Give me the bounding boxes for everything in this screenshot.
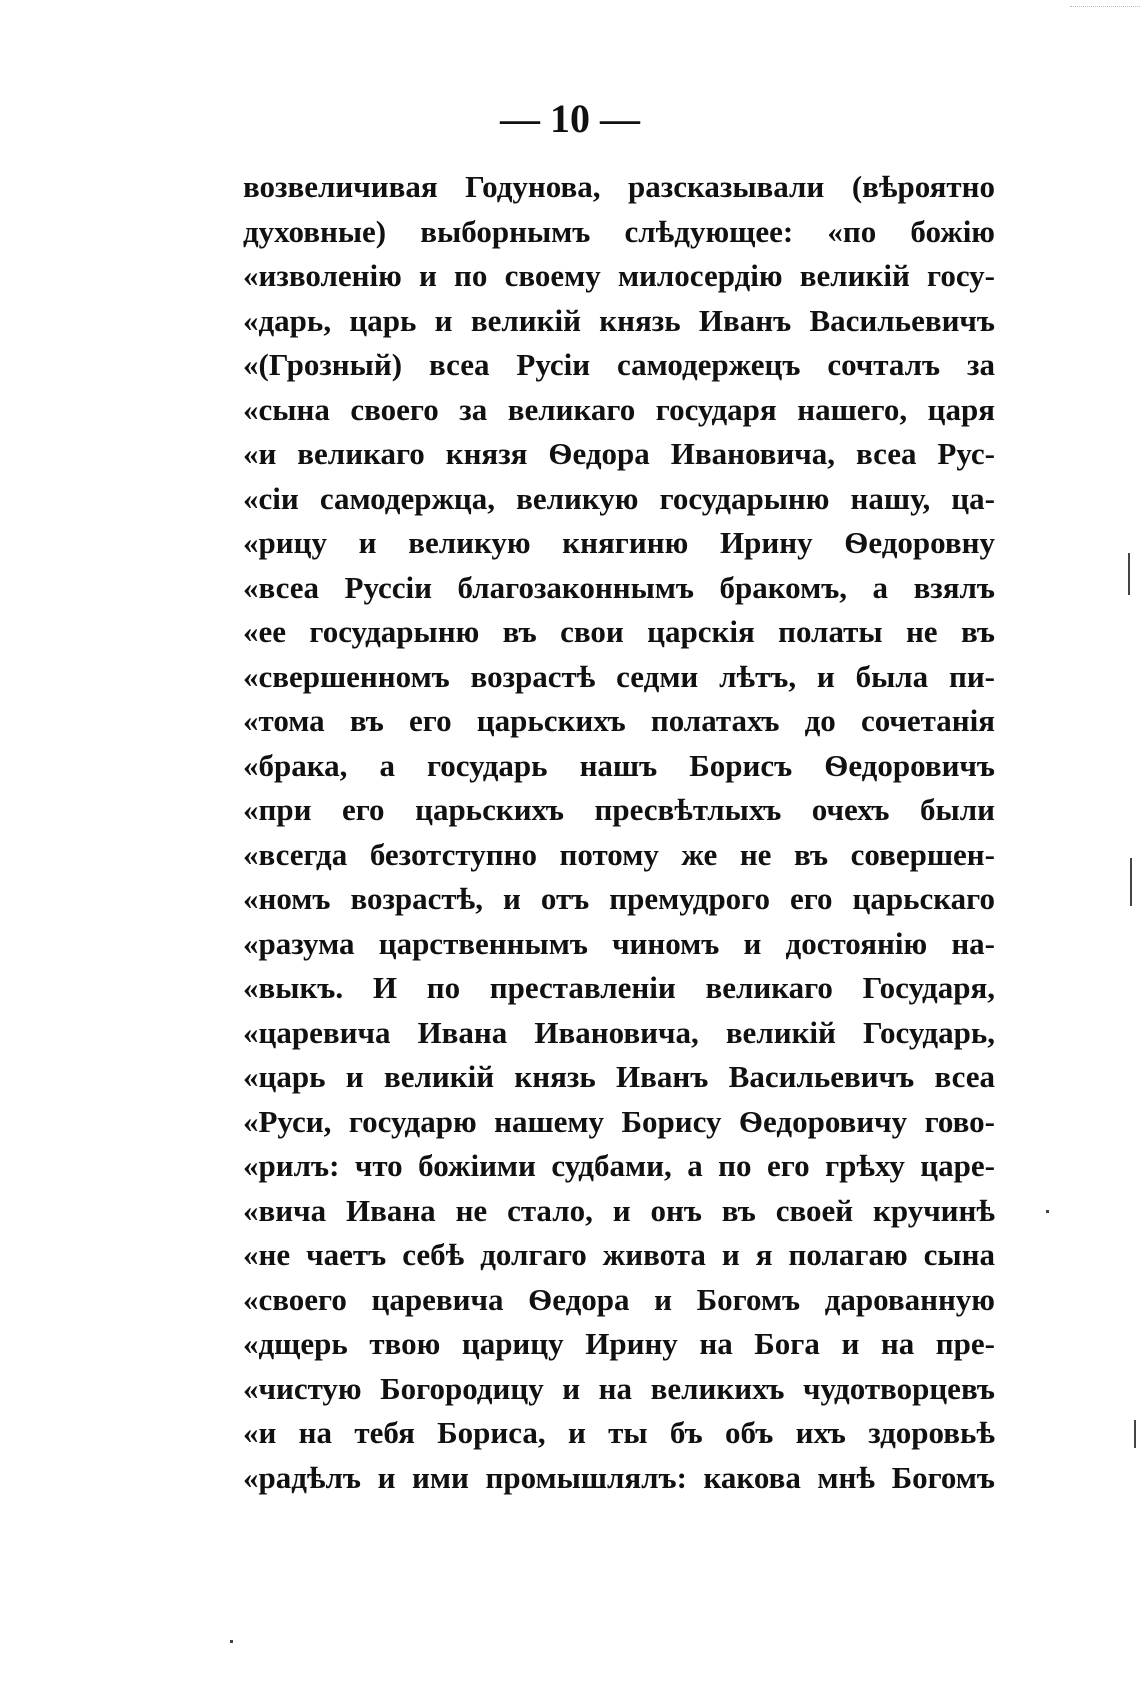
margin-mark xyxy=(1130,858,1132,906)
text-line: «рилъ: что божіими судбами, а по его грѣху царе- xyxy=(243,1148,995,1183)
text-line: «сына своего за великаго государя нашего, царя xyxy=(243,391,995,427)
text-line: «всеа Руссіи благозаконнымъ бракомъ, а взялъ xyxy=(243,569,995,605)
text-line: «разума царственнымъ чиномъ и достоянію на- xyxy=(243,925,995,961)
text-line: «радѣлъ и ими промышлялъ: какова мнѣ Богомъ xyxy=(243,1459,995,1495)
page-text xyxy=(243,165,995,1500)
text-line: духовные) выборнымъ слѣдующее: «по божію xyxy=(243,213,995,249)
text-line: «рицу и великую княгиню Ирину Ѳедоровну xyxy=(243,525,995,560)
text-line: «Руси, государю нашему Борису Ѳедоровичу гово- xyxy=(243,1103,995,1139)
text-line: «царь и великій князь Иванъ Васильевичъ всеа xyxy=(243,1059,995,1094)
text-line: «брака, а государь нашъ Борисъ Ѳедоровичъ xyxy=(243,747,995,783)
text-line: «(Грозный) всеа Русіи самодержецъ сочталъ за xyxy=(243,347,995,382)
margin-mark xyxy=(1128,553,1130,595)
text-line: «не чаетъ себѣ долгаго живота и я полагаю сына xyxy=(243,1237,995,1272)
page-corner-scrap xyxy=(1070,0,1140,7)
text-line: «дщерь твою царицу Ирину на Бога и на пре- xyxy=(243,1326,995,1361)
text-line: «изволенію и по своему милосердію великій госу- xyxy=(243,258,995,293)
text-line: «царевича Ивана Ивановича, великій Государь, xyxy=(243,1014,995,1050)
page-number: — 10 — xyxy=(500,96,640,141)
text-line: «и великаго князя Ѳедора Ивановича, всеа Рус- xyxy=(243,436,995,471)
margin-speck xyxy=(1046,1210,1049,1213)
text-line: возвеличивая Годунова, разсказывали (вѣроятно xyxy=(243,169,995,204)
text-line: «своего царевича Ѳедора и Богомъ дарованную xyxy=(243,1281,995,1317)
text-line: «номъ возрастѣ, и отъ премудрого его царьскаго xyxy=(243,881,995,916)
margin-speck xyxy=(230,1640,233,1643)
text-line: «при его царьскихъ пресвѣтлыхъ очехъ были xyxy=(243,792,995,827)
text-line: «ее государыню въ свои царскія полаты не въ xyxy=(243,614,995,649)
text-line: «дарь, царь и великій князь Иванъ Васильевичъ xyxy=(243,302,995,338)
margin-mark xyxy=(1134,1420,1136,1448)
text-line: «выкъ. И по преставленіи великаго Государя, xyxy=(243,970,995,1005)
text-line: «тома въ его царьскихъ полатахъ до сочетанія xyxy=(243,703,995,738)
text-line: «сіи самодержца, великую государыню нашу, ца- xyxy=(243,480,995,516)
text-line: «свершенномъ возрастѣ седми лѣтъ, и была пи- xyxy=(243,658,995,694)
text-line: «и на тебя Бориса, и ты бъ объ ихъ здоровьѣ xyxy=(243,1415,995,1450)
text-line: «вича Ивана не стало, и онъ въ своей кручинѣ xyxy=(243,1192,995,1228)
text-line: «всегда безотступно потому же не въ совершен- xyxy=(243,836,995,872)
text-line: «чистую Богородицу и на великихъ чудотворцевъ xyxy=(243,1370,995,1406)
